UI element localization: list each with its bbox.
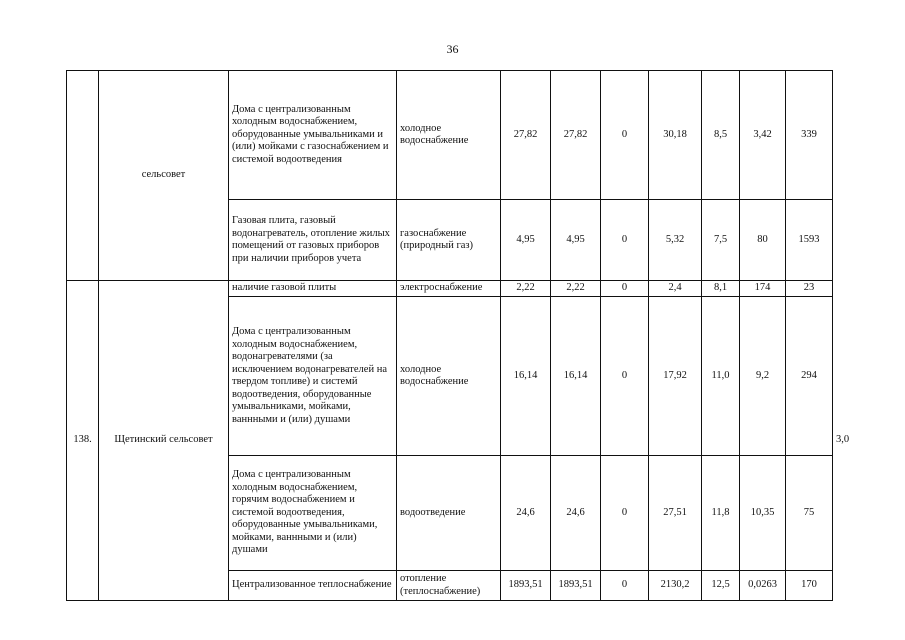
value-cell: 24,6 [501,456,551,571]
value-cell: 8,1 [702,281,740,297]
value-cell: 0 [601,281,649,297]
value-cell: 30,18 [649,71,702,200]
settlement-name: Щетинский сельсовет [99,281,229,601]
table-row: 138. Щетинский сельсовет наличие газовой плиты электроснабжение 2,22 2,22 0 2,4 8,1 174 23 3,0 [67,281,833,297]
value-cell: 12,5 [702,571,740,601]
value-cell: 1593 [786,200,833,281]
value-cell: 170 [786,571,833,601]
value-cell: 0 [601,200,649,281]
table-row [67,71,833,200]
service-cell: газоснабжение (природный газ) [397,200,501,281]
description-cell: Дома с централизованным холодным водоснабжением, горячим водоснабжением и системой водоотведения, оборудованные умывальниками, мойками, ваннными и (или) душами [229,456,397,571]
value-cell: 1893,51 [551,571,601,601]
service-cell: водоотведение [397,456,501,571]
value-cell: 7,5 [702,200,740,281]
value-cell: 27,51 [649,456,702,571]
value-cell: 8,5 [702,71,740,200]
value-cell: 80 [740,200,786,281]
value-cell: 2,22 [501,281,551,297]
value-cell: 0 [601,456,649,571]
value-cell: 0 [601,297,649,456]
value-cell: 339 [786,71,833,200]
index-cell-empty [67,71,99,281]
page-number: 36 [446,42,459,56]
value-cell: 24,6 [551,456,601,571]
row-index: 138. [67,281,99,601]
value-cell: 11,0 [702,297,740,456]
value-cell: 23 [786,281,833,297]
description-cell: наличие газовой плиты [229,281,397,297]
service-cell: электроснабжение [397,281,501,297]
value-cell: 27,82 [551,71,601,200]
value-cell: 174 [740,281,786,297]
value-cell: 4,95 [551,200,601,281]
value-cell: 0 [601,571,649,601]
service-cell: холодное водоснабжение [397,71,501,200]
value-cell: 17,92 [649,297,702,456]
value-cell: 16,14 [501,297,551,456]
value-cell: 27,82 [501,71,551,200]
value-cell: 2,4 [649,281,702,297]
value-cell: 5,32 [649,200,702,281]
value-cell: 2130,2 [649,571,702,601]
value-cell: 10,35 [740,456,786,571]
value-cell: 75 [786,456,833,571]
value-cell: 0,0263 [740,571,786,601]
service-cell: холодное водоснабжение [397,297,501,456]
value-cell: 4,95 [501,200,551,281]
description-cell: Газовая плита, газовый водонагреватель, отопление жилых помещений от газовых приборов при наличии приборов учета [229,200,397,281]
value-cell: 1893,51 [501,571,551,601]
value-cell: 294 [786,297,833,456]
description-cell: Дома с централизованным холодным водоснабжением, водонагревателями (за исключением водонагревателей на твердом топливе) и системй водоотведения, оборудованные умывальниками, мойками, ваннными и (или) душами [229,297,397,456]
service-cell: отопление (теплоснабжение) [397,571,501,601]
value-cell: 9,2 [740,297,786,456]
value-cell: 16,14 [551,297,601,456]
description-cell: Дома с централизованным холодным водоснабжением, оборудованные умывальниками и (или) мойками с газоснабжением и системой водоотведения [229,71,397,200]
value-cell: 11,8 [702,456,740,571]
value-cell: 0 [601,71,649,200]
value-cell: 3,42 [740,71,786,200]
description-cell: Централизованное теплоснабжение [229,571,397,601]
tariff-table [66,70,850,601]
value-cell: 2,22 [551,281,601,297]
settlement-name: сельсовет [99,71,229,281]
